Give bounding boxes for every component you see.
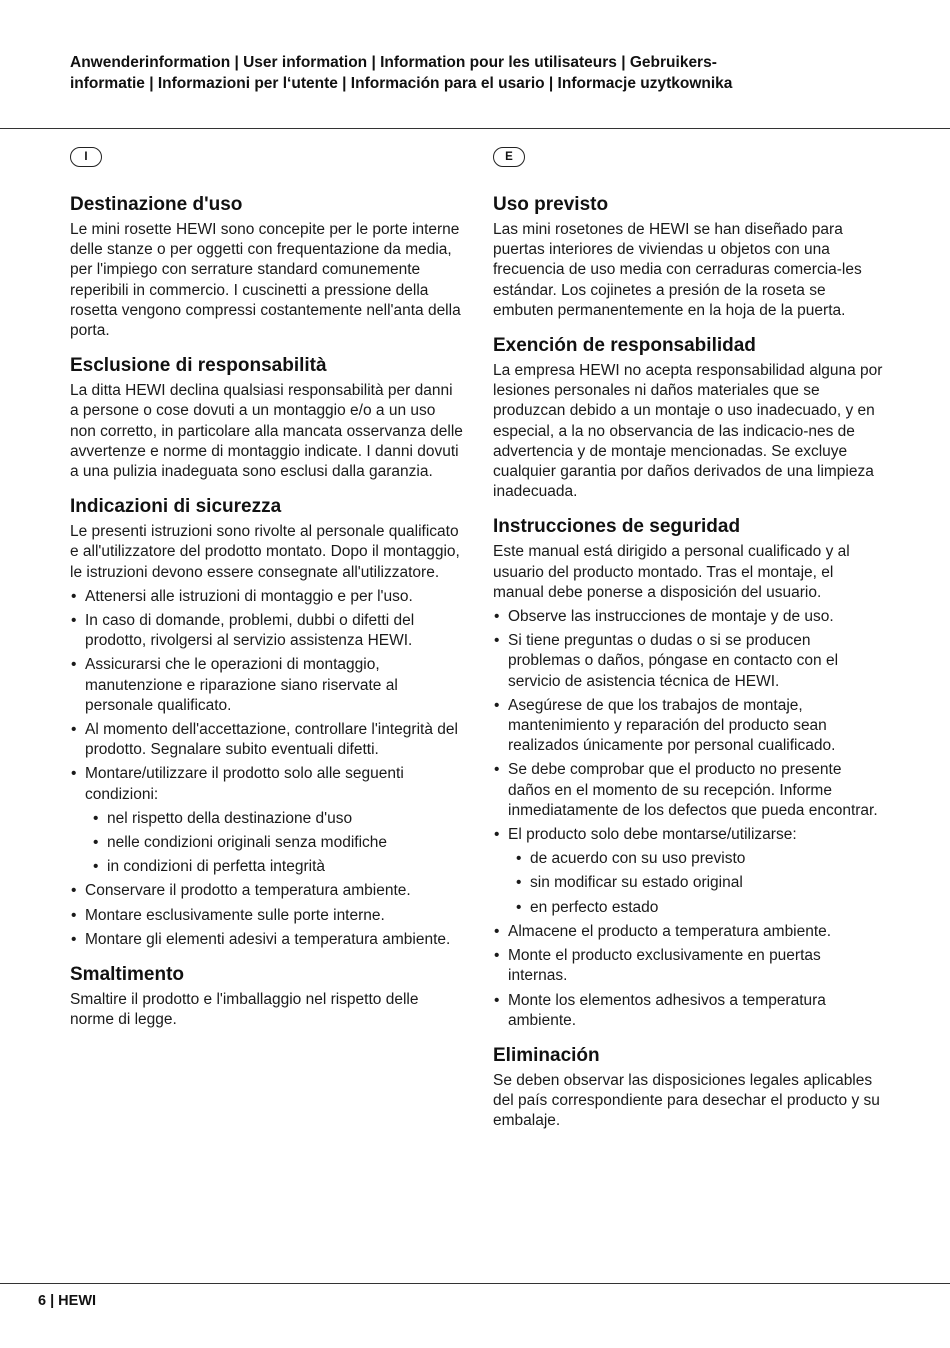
section-title: Esclusione di responsabilità (70, 355, 327, 377)
list-item: • Monte el producto exclusivamente en puertas internas. (493, 946, 883, 986)
section-safety (493, 515, 883, 1030)
section-disposal (70, 963, 465, 1030)
list-item: • nelle condizioni originali senza modifiche (92, 833, 465, 853)
section-title: Destinazione d'uso (70, 194, 243, 215)
section-intended-use (70, 193, 465, 341)
language-badge-es: E (493, 147, 525, 167)
list-item: • sin modificar su estado original (515, 873, 883, 893)
list-item: • Monte los elementos adhesivos a temperatura ambiente. (493, 991, 883, 1031)
section-title: Smaltimento (70, 964, 185, 986)
safety-list-continued (493, 922, 883, 1031)
section-title: Indicazioni di sicurezza (70, 496, 282, 518)
language-badge-it: I (70, 147, 102, 167)
header-line-1: Anwenderinformation | User information | Information pour les utilisateurs | Gebruikers- (70, 54, 717, 71)
safety-list (493, 607, 883, 845)
list-item: • El producto solo debe montarse/utilizarse: (493, 825, 883, 845)
section-title: Instrucciones de seguridad (493, 516, 741, 538)
list-item: • Montare gli elementi adesivi a temperatura ambiente. (70, 930, 465, 950)
section-title: Uso previsto (493, 194, 609, 215)
list-item: • Observe las instrucciones de montaje y de uso. (493, 607, 883, 627)
section-safety (70, 495, 465, 950)
list-item: • Al momento dell'accettazione, controllare l'integrità del prodotto. Segnalare subito eventuali difetti. (70, 720, 465, 760)
section-text: La empresa HEWI no acepta responsabilidad alguna por lesiones personales ni daños materiales que se produzcan debido a un montaje o uso inadecuado, y en especial, a la no observancia de las indicacio-nes de advertencia y de montaje mencionadas. Se excluye cualquier garantia por daños derivados de una limpieza inadecuada. (493, 362, 883, 501)
list-item: • Attenersi alle istruzioni di montaggio e per l'uso. (70, 587, 465, 607)
top-divider (0, 128, 950, 129)
section-liability (493, 334, 883, 502)
section-text: Este manual está dirigido a personal cualificado y al usuario del producto montado. Tras el montaje, el manual debe ponerse a disposición del usuario. (493, 543, 850, 601)
header-line-2: informatie | Informazioni per l‘utente | Información para el usario | Informacje uzytkownika (70, 75, 733, 92)
italian-column (70, 146, 465, 1035)
section-text: Las mini rosetones de HEWI se han diseñado para puertas interiores de viviendas u objetos con una frecuencia de uso media con cerraduras comercia-les estándar. Los cojinetes a presión de la roseta se embuten permanentemente en la hoja de la puerta. (493, 221, 862, 319)
page-footer: 6 | HEWI (38, 1293, 97, 1309)
list-item: • Almacene el producto a temperatura ambiente. (493, 922, 883, 942)
list-item: • Assicurarsi che le operazioni di montaggio, manutenzione e riparazione siano riservate al personale qualificato. (70, 655, 465, 716)
spanish-column (493, 146, 883, 1136)
list-item: • Se debe comprobar que el producto no presente daños en el momento de su recepción. Informe inmediatamente de los defectos que pueda encontrar. (493, 760, 883, 821)
section-liability (70, 354, 465, 482)
section-title: Eliminación (493, 1044, 600, 1066)
section-text: La ditta HEWI declina qualsiasi responsabilità per danni a persone o cose dovuti a un montaggio e/o a un uso non corretto, in particolare alla mancata osservanza delle avvertenze e norme di montaggio indicate. I danni dovuti a una pulizia inadeguata sono esclusi dalla garanzia. (70, 382, 463, 481)
list-item: • in condizioni di perfetta integrità (92, 857, 465, 877)
safety-list (70, 587, 465, 805)
list-item: • In caso di domande, problemi, dubbi o difetti del prodotto, rivolgersi al servizio assistenza HEWI. (70, 611, 465, 651)
list-item: • Conservare il prodotto a temperatura ambiente. (70, 881, 465, 901)
safety-list-continued (70, 881, 465, 950)
section-disposal (493, 1044, 883, 1132)
section-text: Le mini rosette HEWI sono concepite per le porte interne delle stanze o per oggetti con frequentazione da media, per l'impiego con serrature standard comunemente reperibili in commercio. I cuscinetti a pressione della rosetta vengono compressi costantemente nell'anta della porta. (70, 221, 461, 340)
section-text: Le presenti istruzioni sono rivolte al personale qualificato e all'utilizzatore del prodotto montato. Dopo il montaggio, le istruzioni devono essere consegnate all'utilizzatore. (70, 523, 460, 581)
bottom-divider (0, 1283, 950, 1284)
list-item: • Montare/utilizzare il prodotto solo alle seguenti condizioni: (70, 764, 465, 804)
document-header (70, 52, 890, 94)
conditions-list (493, 849, 883, 918)
list-item: • Montare esclusivamente sulle porte interne. (70, 906, 465, 926)
list-item: • Si tiene preguntas o dudas o si se producen problemas o daños, póngase en contacto con el servicio de asistencia técnica de HEWI. (493, 631, 883, 692)
section-text: Smaltire il prodotto e l'imballaggio nel rispetto delle norme di legge. (70, 991, 419, 1029)
conditions-list (70, 809, 465, 878)
section-intended-use (493, 193, 883, 321)
section-title: Exención de responsabilidad (493, 335, 756, 357)
list-item: • de acuerdo con su uso previsto (515, 849, 883, 869)
list-item: • en perfecto estado (515, 898, 883, 918)
section-text: Se deben observar las disposiciones legales aplicables del país correspondiente para desechar el producto y su embalaje. (493, 1071, 880, 1130)
list-item: • nel rispetto della destinazione d'uso (92, 809, 465, 829)
list-item: • Asegúrese de que los trabajos de montaje, mantenimiento y reparación del producto sean realizados únicamente por personal cualificado. (493, 696, 883, 757)
